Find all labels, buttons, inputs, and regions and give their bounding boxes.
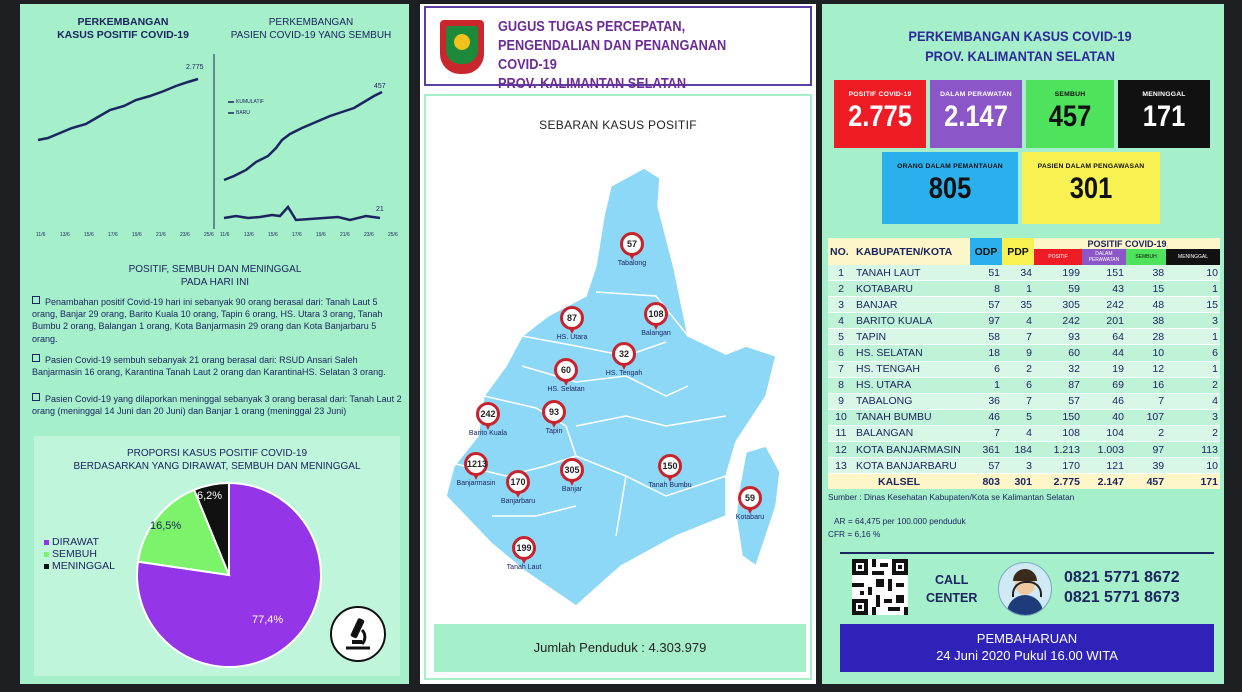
stat-positif: POSITIF COVID-19 2.775 [834,80,926,148]
table-cell: 201 [1082,313,1126,329]
table-row [828,458,1220,474]
call-center-label: CALL CENTER [926,573,978,605]
kalsel-map [426,96,810,682]
table-cell: 1 [1166,329,1220,345]
table-cell: 19 [1082,361,1126,377]
table-cell: 121 [1082,458,1126,474]
table-row [828,297,1220,313]
head-kab: KABUPATEN/KOTA [854,238,970,265]
head-dalam: DALAM PERAWATAN [1082,249,1126,265]
head-group: POSITIF COVID-19 [1034,238,1220,249]
map-marker-barito-kuala[interactable]: 242 [476,402,500,426]
table-row [828,393,1220,409]
map-region-label: Tabalong [617,260,647,267]
table-row [828,442,1220,458]
map-marker-tanah-bumbu[interactable]: 150 [658,454,682,478]
table-cell: 46 [1082,393,1126,409]
pie-legend [44,536,115,572]
table-cell: 4 [1002,313,1034,329]
table-cell: 108 [1034,425,1082,441]
head-odp: ODP [970,238,1002,265]
table-cell: 242 [1082,297,1126,313]
table-cell: 7 [970,425,1002,441]
x-tick-label: 17/6 [108,232,118,238]
sembuh-baru-line [224,207,380,220]
table-row [828,377,1220,393]
pie-box [34,436,400,676]
table-cell: 150 [1034,409,1082,425]
map-region-label: Tanah Laut [506,564,542,571]
map-region-label: Banjarmasin [456,480,496,487]
head-meninggal: MENINGGAL [1166,249,1220,265]
table-cell: KOTABARU [854,281,970,297]
section-title: POSITIF, SEMBUH DAN MENINGGAL PADA HARI INI [128,264,302,288]
table-cell: 184 [1002,442,1034,458]
x-tick-label: 11/6 [220,232,230,238]
x-tick-label: 15/6 [84,232,94,238]
table-cell: 104 [1082,425,1126,441]
right-panel [822,4,1224,684]
stat-odp: ORANG DALAM PEMANTAUAN 805 [882,152,1018,224]
table-cell: TABALONG [854,393,970,409]
map-region-label: HS. Utara [556,334,588,341]
head-sembuh: SEMBUH [1126,249,1166,265]
table-cell: KOTA BANJARMASIN [854,442,970,458]
table-cell: 58 [970,329,1002,345]
table-cell: 38 [1126,265,1166,281]
total-cell: 171 [1200,475,1218,488]
table-cell: 4 [828,313,854,329]
table-cell: 305 [1034,297,1082,313]
table-cell: 48 [1126,297,1166,313]
pie-chart [134,480,324,670]
table-cell: 8 [970,281,1002,297]
table-cell: 11 [828,425,854,441]
table-cell: 7 [1126,393,1166,409]
table-cell: 199 [1034,265,1082,281]
map-box [424,94,812,680]
table-cell: 4 [1002,425,1034,441]
table-cell: 3 [828,297,854,313]
table-cell: 57 [970,297,1002,313]
table-cell: 39 [1126,458,1166,474]
map-marker-banjar[interactable]: 305 [560,458,584,482]
x-tick-label: 25/6 [204,232,214,238]
map-region-label: Barito Kuala [468,430,508,437]
x-tick-label: 19/6 [132,232,142,238]
total-cell: 803 [982,475,1000,488]
map-region-label: Balangan [641,330,671,337]
table-cell: 57 [970,458,1002,474]
table-cell: 242 [1034,313,1082,329]
map-region-label: Tapin [545,428,563,435]
table-cell: 2 [1166,377,1220,393]
ar-note: AR = 64,475 per 100.000 penduduk [834,516,966,526]
pie-legend-dirawat: DIRAWAT [44,536,115,548]
call-center-agent-icon [998,562,1052,616]
table-cell: 6 [1166,345,1220,361]
table-cell: BARITO KUALA [854,313,970,329]
table-cell: 93 [1034,329,1082,345]
table-cell: 59 [1034,281,1082,297]
microscope-icon [330,606,386,662]
x-tick-label: 11/6 [36,232,46,238]
table-cell: 1.213 [1034,442,1082,458]
positif-line [38,79,198,140]
x-tick-label: 15/6 [268,232,278,238]
table-row [828,329,1220,345]
table-cell: 32 [1034,361,1082,377]
table-cell: 60 [1034,345,1082,361]
table-cell: 170 [1034,458,1082,474]
table-cell: 9 [828,393,854,409]
table-cell: 107 [1126,409,1166,425]
table-cell: 13 [828,458,854,474]
table-cell: HS. SELATAN [854,345,970,361]
map-marker-hs-utara[interactable]: 87 [560,306,584,330]
table-cell: 15 [1126,281,1166,297]
bullet-meninggal: Pasien Covid-19 yang dilaporkan meninggal sebanyak 3 orang berasal dari: Tanah Laut 2 orang (meninggal 14 Juni dan 20 Juni) dan Banjar 1 orang (meninggal 23 Juni) [32,394,402,417]
map-marker-tabalong[interactable]: 57 [620,232,644,256]
head-no: NO. [828,238,854,265]
table-cell: TANAH BUMBU [854,409,970,425]
table-cell: 5 [828,329,854,345]
map-region-label: Banjarbaru [500,498,536,505]
x-tick-label: 25/6 [388,232,398,238]
phone-numbers [1064,568,1180,608]
table-cell: 10 [1166,265,1220,281]
right-title: PERKEMBANGAN KASUS COVID-19 PROV. KALIMANTAN SELATAN [908,28,1132,64]
legend-kumulatif-label: KUMULATIF [236,99,264,105]
table-cell: 6 [1002,377,1034,393]
table-row [828,265,1220,281]
map-marker-hs-selatan[interactable]: 60 [554,358,578,382]
x-tick-label: 19/6 [316,232,326,238]
table-cell: 1 [1166,281,1220,297]
table-cell: 6 [970,361,1002,377]
middle-panel [420,4,816,684]
table-row [828,345,1220,361]
total-cell: 301 [1014,475,1032,488]
bullet-sembuh: Pasien Covid-19 sembuh sebanyak 21 orang berasal dari: RSUD Ansari Saleh Banjarmasin 16 orang, Karantina Tanah Laut 2 orang dan KarantinaHS. Selatan 3 orang. [32,355,386,378]
table-cell: 2 [1166,425,1220,441]
table-cell: 43 [1082,281,1126,297]
table-cell: 7 [1002,393,1034,409]
table-row [828,425,1220,441]
total-cell: 2.775 [1053,475,1080,488]
table-cell: 87 [1034,377,1082,393]
pie-legend-sembuh: SEMBUH [44,548,115,560]
left-panel [20,4,409,684]
table-cell: 16 [1126,377,1166,393]
map-marker-balangan[interactable]: 108 [644,302,668,326]
table-cell: 151 [1082,265,1126,281]
coat-of-arms-icon [440,20,484,74]
table-cell: 7 [828,361,854,377]
table-cell: 6 [828,345,854,361]
table-cell: 2 [828,281,854,297]
table-cell: TANAH LAUT [854,265,970,281]
map-region-label: Banjar [561,486,583,493]
map-mainland [446,168,776,606]
map-title: SEBARAN KASUS POSITIF [539,118,697,132]
table-cell: 12 [1126,361,1166,377]
table-cell: 5 [1002,409,1034,425]
table-cell: 35 [1002,297,1034,313]
table-row [828,361,1220,377]
table-cell: 10 [828,409,854,425]
chart2-last-value: 457 [374,83,386,90]
x-tick-label: 23/6 [180,232,190,238]
table-cell: 3 [1166,313,1220,329]
map-marker-banjarbaru[interactable]: 170 [506,470,530,494]
total-label: KALSEL [878,475,920,488]
qr-code-icon[interactable] [852,559,908,615]
total-cell: 2.147 [1097,475,1124,488]
map-region-label: HS. Tengah [605,370,643,377]
table-cell: 12 [828,442,854,458]
table-cell: 2 [1126,425,1166,441]
stat-sembuh: SEMBUH 457 [1026,80,1114,148]
table-cell: 1 [828,265,854,281]
total-cell: 457 [1146,475,1165,488]
table-cell: 1 [970,377,1002,393]
table-cell: 4 [1166,393,1220,409]
table-cell: 46 [970,409,1002,425]
table-cell: BANJAR [854,297,970,313]
table-cell: BALANGAN [854,425,970,441]
table-cell: 51 [970,265,1002,281]
table-cell: 15 [1166,297,1220,313]
table-cell: HS. TENGAH [854,361,970,377]
x-tick-label: 21/6 [340,232,350,238]
map-marker-banjarmasin[interactable]: 1213 [464,452,488,476]
x-tick-label: 13/6 [244,232,254,238]
table-cell: 1.003 [1082,442,1126,458]
table-cell: 10 [1166,458,1220,474]
legend-baru-label: BARU [236,110,250,116]
table-header-row-1 [828,238,1220,249]
table-cell: 7 [1002,329,1034,345]
table-cell: 18 [970,345,1002,361]
source-note: Sumber : Dinas Kesehatan Kabupaten/Kota se Kalimantan Selatan [828,492,1075,502]
stat-pdp: PASIEN DALAM PENGAWASAN 301 [1022,152,1160,224]
head-pdp: PDP [1002,238,1034,265]
map-region-label: Kotabaru [735,514,765,521]
table-cell: 3 [1002,458,1034,474]
table-cell: 10 [1126,345,1166,361]
table-row [828,281,1220,297]
table-cell: 38 [1126,313,1166,329]
chart1-last-value: 2.775 [186,64,204,71]
table-cell: 8 [828,377,854,393]
header-box [424,6,812,92]
chart-sembuh-title: PERKEMBANGAN PASIEN COVID-19 YANG SEMBUH [230,17,392,41]
table-cell: 28 [1126,329,1166,345]
map-marker-kotabaru[interactable]: 59 [738,486,762,510]
phone-1[interactable]: 0821 5771 8672 [1064,569,1180,586]
x-tick-label: 17/6 [292,232,302,238]
x-tick-label: 13/6 [60,232,70,238]
pie-title: PROPORSI KASUS POSITIF COVID-19 BERDASARKAN YANG DIRAWAT, SEMBUH DAN MENINGGAL [73,448,361,472]
table-cell: 64 [1082,329,1126,345]
x-tick-label: 21/6 [156,232,166,238]
table-cell: 1 [1166,361,1220,377]
table-cell: 9 [1002,345,1034,361]
table-cell: 113 [1166,442,1220,458]
table-row [828,409,1220,425]
pie-legend-meninggal: MENINGGAL [44,560,115,572]
stat-meninggal: MENINGGAL 171 [1118,80,1210,148]
table-cell: 2 [1002,361,1034,377]
table-cell: 57 [1034,393,1082,409]
bullet-positif: Penambahan positif Covid-19 hari ini sebanyak 90 orang berasal dari: Tanah Laut 5 orang, Banjar 29 orang, Barito Kuala 10 orang, Tapin 6 orang, HS. Utara 3 orang, Tanah Bumbu 2 orang, Balangan 1 orang, Kota Banjarmasin 29 orang dan Kota Banjarbaru 5 orang. [32,297,383,344]
map-marker-hs-tengah[interactable]: 32 [612,342,636,366]
table-cell: 44 [1082,345,1126,361]
table-cell: HS. UTARA [854,377,970,393]
map-marker-tapin[interactable]: 93 [542,400,566,424]
table-total-row [828,474,1220,490]
phone-2[interactable]: 0821 5771 8673 [1064,589,1180,606]
pie-label-sembuh: 16,5% [150,520,182,532]
map-region-label: Tanah Bumbu [648,482,692,489]
line-charts [20,4,409,254]
kabupaten-table [828,238,1220,489]
header-title: GUGUS TUGAS PERCEPATAN, PENGENDALIAN DAN PENANGANAN COVID-19 PROV. KALIMANTAN SELATAN [498,19,727,92]
map-marker-tanah-laut[interactable]: 199 [512,536,536,560]
table-cell: 69 [1082,377,1126,393]
table-cell: 40 [1082,409,1126,425]
table-cell: KOTA BANJARBARU [854,458,970,474]
chart-positif-title: PERKEMBANGAN KASUS POSITIF COVID-19 [57,16,189,41]
divider [840,552,1214,554]
table-cell: 97 [1126,442,1166,458]
pie-label-dirawat: 77,4% [252,614,284,626]
table-cell: 361 [970,442,1002,458]
table-cell: 1 [1002,281,1034,297]
table-row [828,313,1220,329]
table-cell: 3 [1166,409,1220,425]
chart2-baru-last-value: 21 [376,206,384,213]
pie-label-meninggal: 6,2% [197,490,223,502]
map-region-label: HS. Selatan [547,386,585,393]
table-cell: 34 [1002,265,1034,281]
table-cell: TAPIN [854,329,970,345]
table-cell: 36 [970,393,1002,409]
x-tick-label: 23/6 [364,232,374,238]
cfr-note: CFR = 6,16 % [828,529,881,539]
stat-dalam-perawatan: DALAM PERAWATAN 2.147 [930,80,1022,148]
update-banner: PEMBAHARUAN 24 Juni 2020 Pukul 16.00 WITA [840,624,1214,672]
population-box: Jumlah Penduduk : 4.303.979 [434,624,806,672]
sembuh-kumulatif-line [224,92,382,180]
table-cell: 97 [970,313,1002,329]
head-positif: POSITIF [1034,249,1082,265]
